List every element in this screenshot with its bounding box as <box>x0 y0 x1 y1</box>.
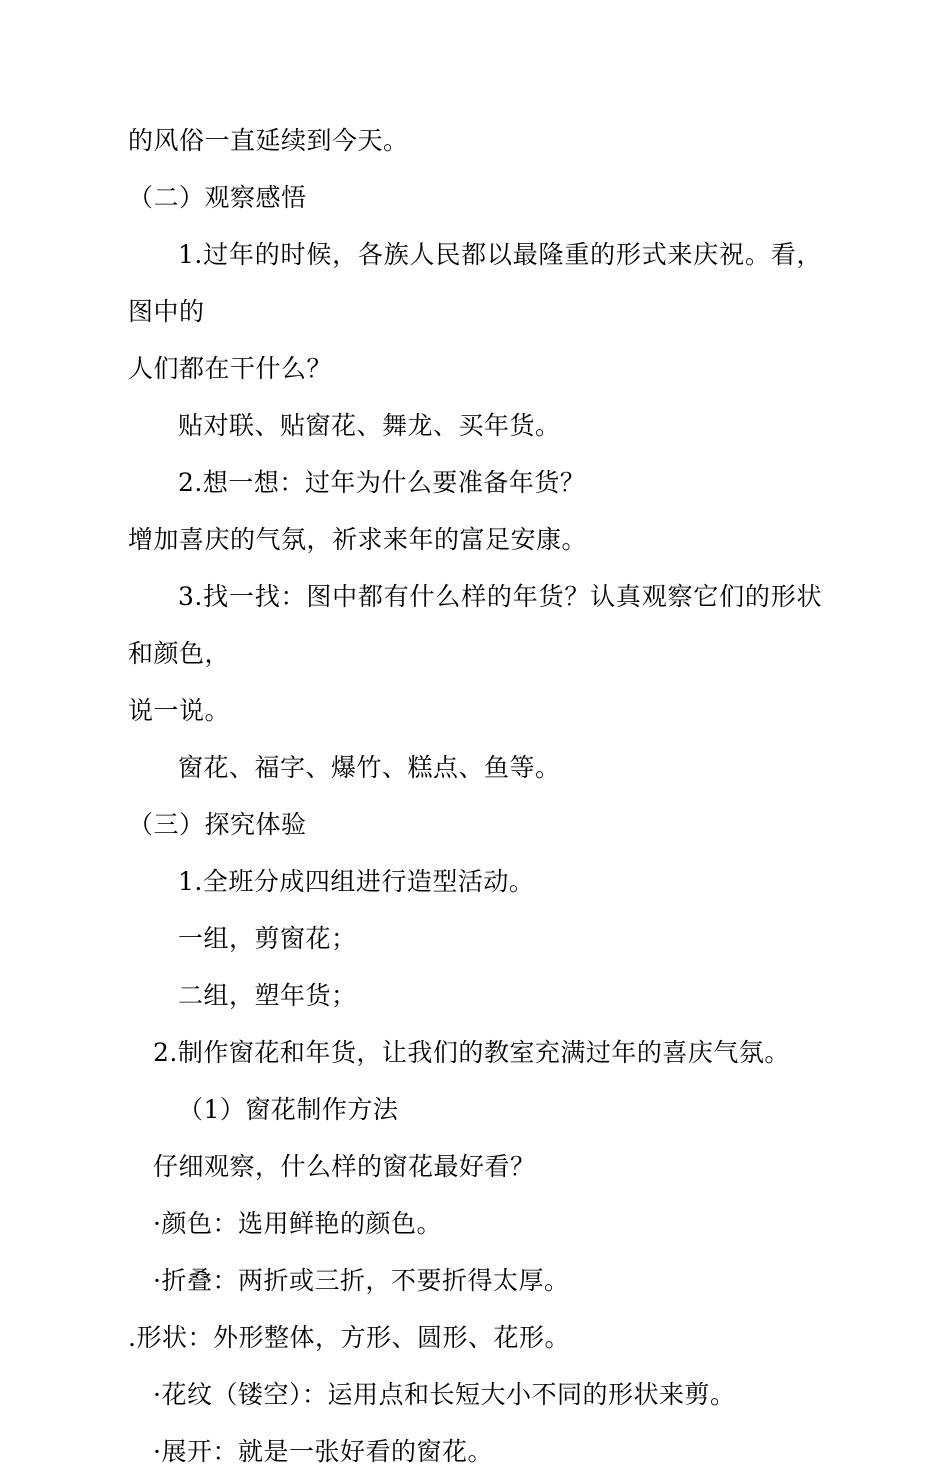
paragraph: 一组，剪窗花； <box>178 924 357 953</box>
paragraph: 仔细观察，什么样的窗花最好看？ <box>153 1152 536 1181</box>
paragraph-bullet: ·展开：就是一张好看的窗花。 <box>153 1437 493 1466</box>
paragraph: 窗花、福字、爆竹、糕点、鱼等。 <box>178 753 561 782</box>
paragraph: 2.想一想：过年为什么要准备年货？ <box>178 468 586 497</box>
document-body <box>128 112 822 1480</box>
paragraph: 二组，塑年货； <box>178 981 357 1010</box>
paragraph: 说一说。 <box>128 696 231 725</box>
paragraph: 3.找一找：图中都有什么样的年货？认真观察它们的形状和颜色， <box>128 582 822 668</box>
paragraph: 的风俗一直延续到今天。 <box>128 126 409 155</box>
paragraph-section-heading: （三）探究体验 <box>128 810 307 839</box>
paragraph: 增加喜庆的气氛，祈求来年的富足安康。 <box>128 525 588 554</box>
paragraph: 2.制作窗花和年货，让我们的教室充满过年的喜庆气氛。 <box>153 1038 790 1067</box>
paragraph: 1.全班分成四组进行造型活动。 <box>178 867 535 896</box>
paragraph-section-heading: （二）观察感悟 <box>128 183 307 212</box>
paragraph: 1.过年的时候，各族人民都以最隆重的形式来庆祝。看，图中的 <box>128 240 822 326</box>
paragraph-bullet: ·颜色：选用鲜艳的颜色。 <box>153 1209 442 1238</box>
paragraph: 贴对联、贴窗花、舞龙、买年货。 <box>178 411 561 440</box>
paragraph-bullet: ·花纹（镂空）：运用点和长短大小不同的形状来剪。 <box>153 1380 736 1409</box>
paragraph-bullet: .形状：外形整体，方形、圆形、花形。 <box>128 1323 570 1352</box>
paragraph-bullet: ·折叠：两折或三折，不要折得太厚。 <box>153 1266 570 1295</box>
paragraph: （1）窗花制作方法 <box>178 1095 399 1124</box>
paragraph: 人们都在干什么？ <box>128 354 333 383</box>
